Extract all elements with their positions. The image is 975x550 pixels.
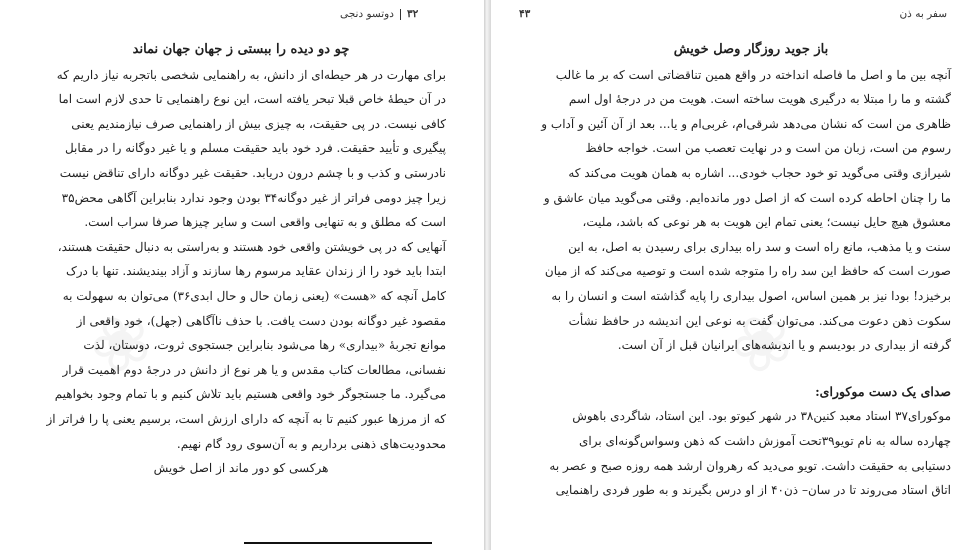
text-line: ابتدا باید خود را از زندان عقاید مرسوم رها سازند و آزاد بیندیشند. تنها با درک bbox=[65, 264, 446, 279]
section-paragraph bbox=[551, 404, 951, 502]
running-title: دوتسو دنجی bbox=[340, 8, 394, 20]
text-line: پیگیری و تأیید حقیقت. فرد خود باید حقیقت مسلم و یا غیر دوگانه را در مقابل bbox=[64, 141, 446, 156]
text-line: کافی نیست. در پی حقیقت، به چیزی بیش از راهنمایی صرف نیازمندیم یعنی bbox=[71, 116, 446, 131]
section-heading: صدای یک دست موکورای: bbox=[815, 383, 951, 399]
text-line: آنچه بین ما و اصل ما فاصله انداخته در واقع همین تناقضاتی است که بر ما غالب bbox=[555, 67, 951, 82]
text-line: است که مطلق و به تنهایی واقعی است و سایر چیزها صرفا سراب است. bbox=[84, 215, 446, 230]
text-line: موکورای۳۷ استاد معبد کنین۳۸ در شهر کیوتو بود. این استاد، شاگردی باهوش bbox=[572, 409, 951, 424]
text-line: چهارده ساله به نام تویو۳۹تحت آموزش داشت که ذهن وسواس‌گونه‌ای برای bbox=[578, 433, 951, 448]
text-line: برای مهارت در هر حیطه‌ای از دانش، به راهنمایی شخصی باتجربه نیاز داریم که bbox=[56, 67, 446, 82]
page-number: ۴۳ bbox=[519, 8, 531, 20]
text-line: دستیابی به حقیقت داشت. تویو می‌دید که رهروان ارشد همه روزه صبح و عصر به bbox=[549, 458, 951, 473]
text-line: شیرازی وقتی می‌گوید تو خود حجاب خودی... اشاره به همان هویت می‌کند که bbox=[568, 165, 951, 180]
text-line: آنهایی که در پی خویشتن واقعی خود هستند و به‌راستی به دنبال حقیقت هستند، bbox=[57, 239, 446, 254]
right-page-header bbox=[491, 8, 975, 20]
text-line: نادرستی و کذب و با چشم درون دریابد. حقیقت غیر دوگانه دارای تناقض نیست bbox=[59, 165, 446, 180]
page-number: ۳۲ bbox=[406, 8, 419, 20]
text-line: برخیزد! بودا نیز بر همین اساس، اصول بیداری را پایه گذاشته است و انسان را به bbox=[551, 288, 951, 303]
text-line: موانع تجربهٔ «بیداری» رها می‌شود بنابراین جستجوی ثروت، دوستان، لذت bbox=[83, 338, 446, 353]
left-page bbox=[0, 0, 484, 550]
right-page bbox=[491, 0, 975, 550]
running-title: سفر به ذن bbox=[899, 8, 947, 20]
text-line: می‌گیرد. ما جستجوگر خود واقعی هستیم باید تلاش کنیم و با تمام وجود بخواهیم bbox=[54, 387, 446, 402]
text-line: ما را چنان احاطه کرده است که از اصل دور مانده‌ایم. وقتی می‌گوید میان عاشق و bbox=[543, 190, 951, 205]
right-paragraphs bbox=[541, 63, 951, 358]
text-line: مقصود غیر دوگانه بودن دست یافت. با حذف ناآگاهی (جهل)، خود واقعی از bbox=[76, 313, 446, 328]
text-line: که از مرزها عبور کنیم تا به آنچه که دارای ارزش است، برسیم یعنی پا را فراتر از bbox=[46, 411, 446, 426]
text-line: گرفته از بیداری در بودیسم و یا اندیشه‌های ایرانیان قبل از آن است. bbox=[617, 338, 951, 353]
text-line: گشته و ما را مبتلا به درگیری هویت ساخته است. هویت من در درجهٔ اول اسم bbox=[568, 92, 951, 107]
text-line: کامل آنچه که «هست» (یعنی زمان حال و حال ابدی۳۶) می‌توان به سهولت به bbox=[62, 288, 446, 303]
page-title: باز جوید روزگار وصل خویش bbox=[673, 42, 829, 57]
text-line: اتاق استاد می‌روند تا در سان– ذن۴۰ از او درس بگیرند و به طور فردی راهنمایی bbox=[555, 483, 951, 498]
right-text-block bbox=[541, 38, 951, 503]
text-line: محدودیت‌های ذهنی برداریم و به آن‌سوی رود گام نهیم. bbox=[176, 436, 446, 451]
text-line: در آن حیطهٔ خاص قبلا تبحر یافته است، این نوع راهنمایی تا حدی لازم است اما bbox=[58, 92, 446, 107]
text-line: صورت است که حافظ این سد راه را متوجه شده است و توصیه می‌کند که از میان bbox=[544, 264, 951, 279]
text-line: معشوق هیچ حایل نیست؛ یعنی تمام این هویت به هر نوعی که باشد، ملیت، bbox=[582, 215, 951, 230]
footnote-divider bbox=[244, 542, 432, 544]
text-line: سنت و یا مذهب، مانع راه است و سد راه بیداری برای رسیدن به اصل، به این bbox=[568, 239, 951, 254]
left-text-block bbox=[36, 38, 446, 481]
left-paragraphs bbox=[36, 63, 446, 457]
text-line: ظاهری من است که نشان می‌دهد شرقی‌ام، غربی‌ام و یا... بعد از آن آئین و آداب و bbox=[541, 116, 951, 131]
text-line: زیرا چیز دومی فراتر از غیر دوگانه۳۴ بودن وجود ندارد بنابراین آگاهی محض۳۵ bbox=[61, 190, 446, 205]
header-divider bbox=[400, 9, 401, 20]
text-line: رسوم من است، زبان من است و در نهایت تعصب من است. خواجه حافظ bbox=[585, 141, 951, 156]
left-page-header bbox=[340, 8, 418, 20]
book-gutter bbox=[484, 0, 491, 550]
closing-verse: هرکسی کو دور ماند از اصل خویش bbox=[153, 461, 329, 476]
section-gap bbox=[551, 358, 951, 380]
text-line: سکوت ذهن دعوت می‌کند. می‌توان گفت به نوعی این اندیشه در حافظ نشأت bbox=[568, 313, 951, 328]
page-title: چو دو دیده را ببستی ز جهان جهان نماند bbox=[132, 42, 350, 57]
text-line: نفسانی، مطالعات کتاب مقدس و یا هر نوع از دانش در درجهٔ دوم اهمیت قرار bbox=[62, 362, 446, 377]
